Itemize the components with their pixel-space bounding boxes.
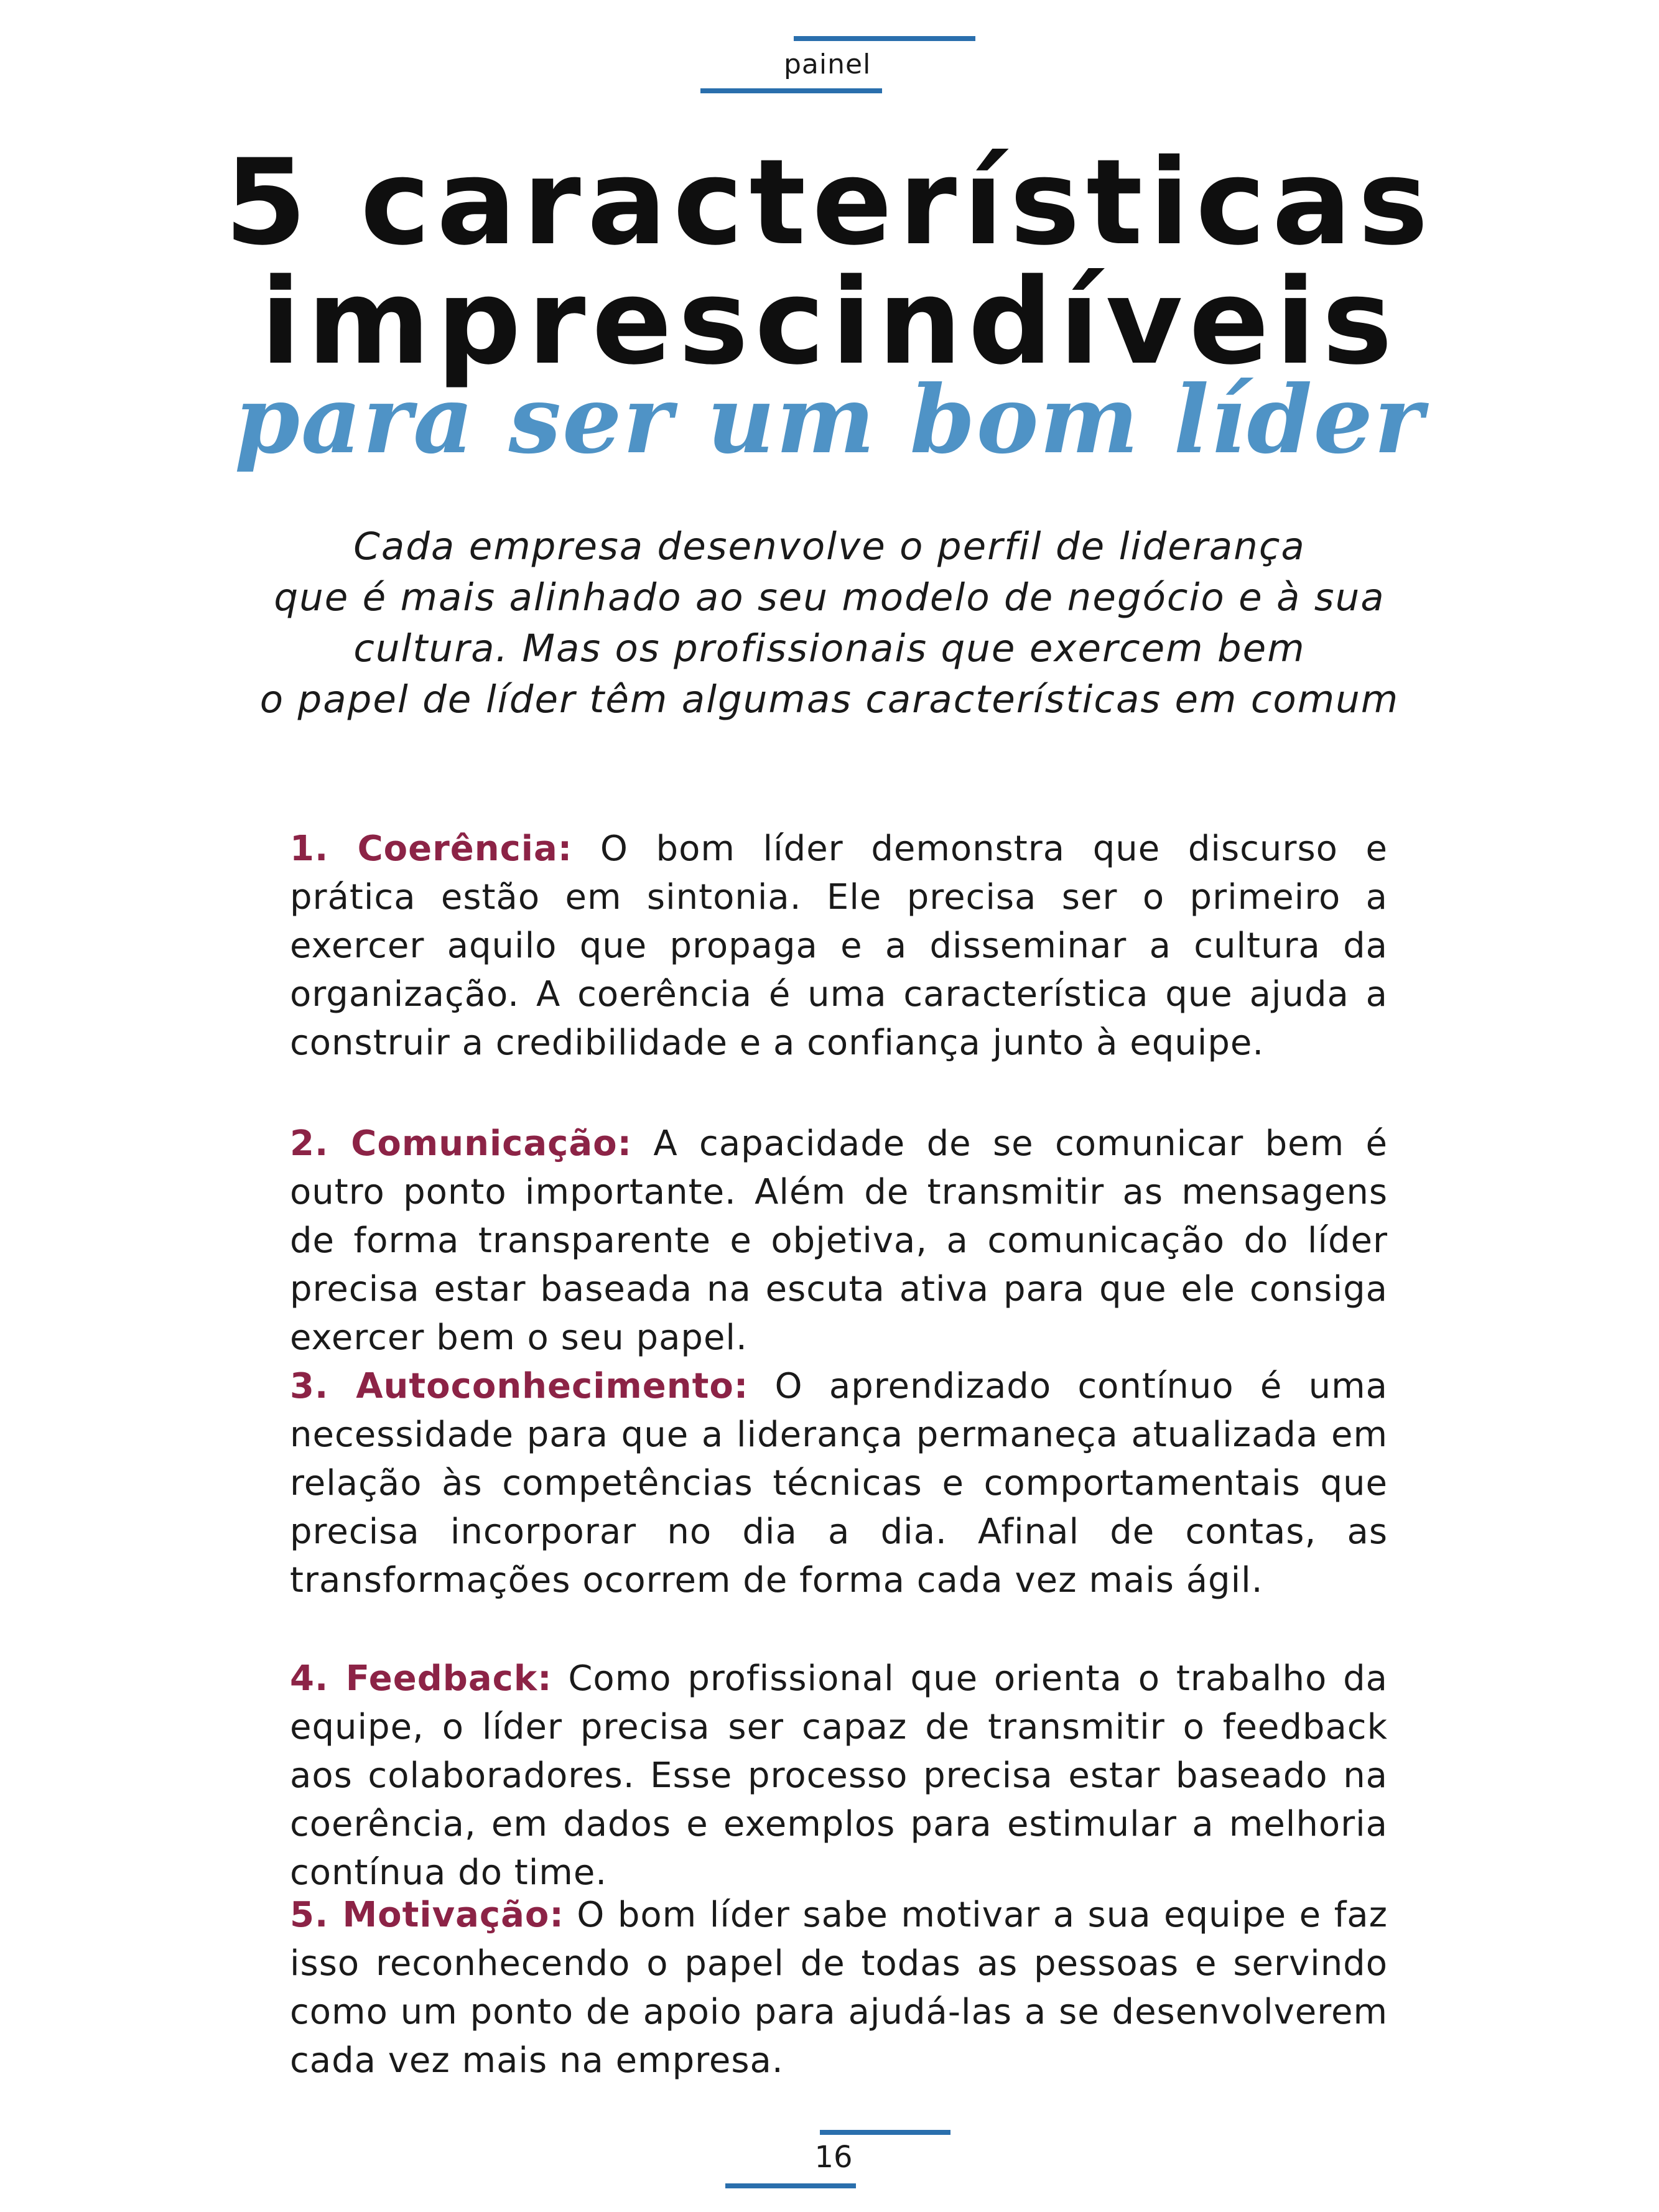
item-text: A capacidade de se comunicar bem é outro ponto importante. Além de transmitir as mensagens de forma transparente e objetiva, a comunicação do líder precisa estar baseada na escuta ativa para que ele consiga exercer bem o seu papel.: [290, 1123, 1388, 1358]
title-line-1: 5 características: [224, 134, 1435, 271]
section-label: painel: [784, 49, 871, 80]
list-item-feedback: [290, 1655, 1388, 1897]
footer-rule-top: [820, 2130, 950, 2135]
intro-paragraph: [0, 521, 1659, 725]
item-label: 2. Comunicação:: [290, 1123, 632, 1164]
title-line-2: imprescindíveis: [260, 253, 1399, 391]
footer-rule-bottom: [725, 2183, 856, 2188]
item-text: Como profissional que orienta o trabalho da equipe, o líder precisa ser capaz de transmitir o feedback aos colaboradores. Esse processo precisa estar baseado na coerência, em dados e exemplos para estimular a melhoria contínua do time.: [290, 1658, 1388, 1893]
intro-line: Cada empresa desenvolve o perfil de liderança: [353, 524, 1306, 569]
page-subtitle: para ser um bom líder: [235, 365, 1424, 475]
item-text: O bom líder demonstra que discurso e prática estão em sintonia. Ele precisa ser o primeiro a exercer aquilo que propaga e a disseminar a cultura da organização. A coerência é uma característica que ajuda a construir a credibilidade e a confiança junto à equipe.: [290, 829, 1388, 1063]
intro-line: o papel de líder têm algumas características em comum: [259, 677, 1400, 722]
header-rule-top: [794, 36, 975, 41]
page-number: 16: [814, 2140, 853, 2175]
list-item-comunicacao: [290, 1120, 1388, 1362]
intro-line: que é mais alinhado ao seu modelo de negócio e à sua: [274, 575, 1385, 620]
item-label: 3. Autoconhecimento:: [290, 1366, 749, 1406]
item-label: 1. Coerência:: [290, 829, 573, 869]
intro-line: cultura. Mas os profissionais que exercem bem: [353, 626, 1306, 671]
page-title: [0, 134, 1659, 391]
list-item-coerencia: [290, 825, 1388, 1067]
list-item-autoconhecimento: [290, 1362, 1388, 1605]
list-item-motivacao: [290, 1891, 1388, 2085]
item-text: O aprendizado contínuo é uma necessidade para que a liderança permaneça atualizada em relação às competências técnicas e comportamentais que precisa incorporar no dia a dia. Afinal de contas, as transformações ocorrem de forma cada vez mais ágil.: [290, 1366, 1388, 1601]
header-rule-bottom: [700, 88, 882, 93]
item-label: 5. Motivação:: [290, 1895, 564, 1935]
item-text: O bom líder sabe motivar a sua equipe e faz isso reconhecendo o papel de todas as pessoas e servindo como um ponto de apoio para ajudá-las a se desenvolverem cada vez mais na empresa.: [290, 1895, 1388, 2081]
item-label: 4. Feedback:: [290, 1658, 552, 1699]
